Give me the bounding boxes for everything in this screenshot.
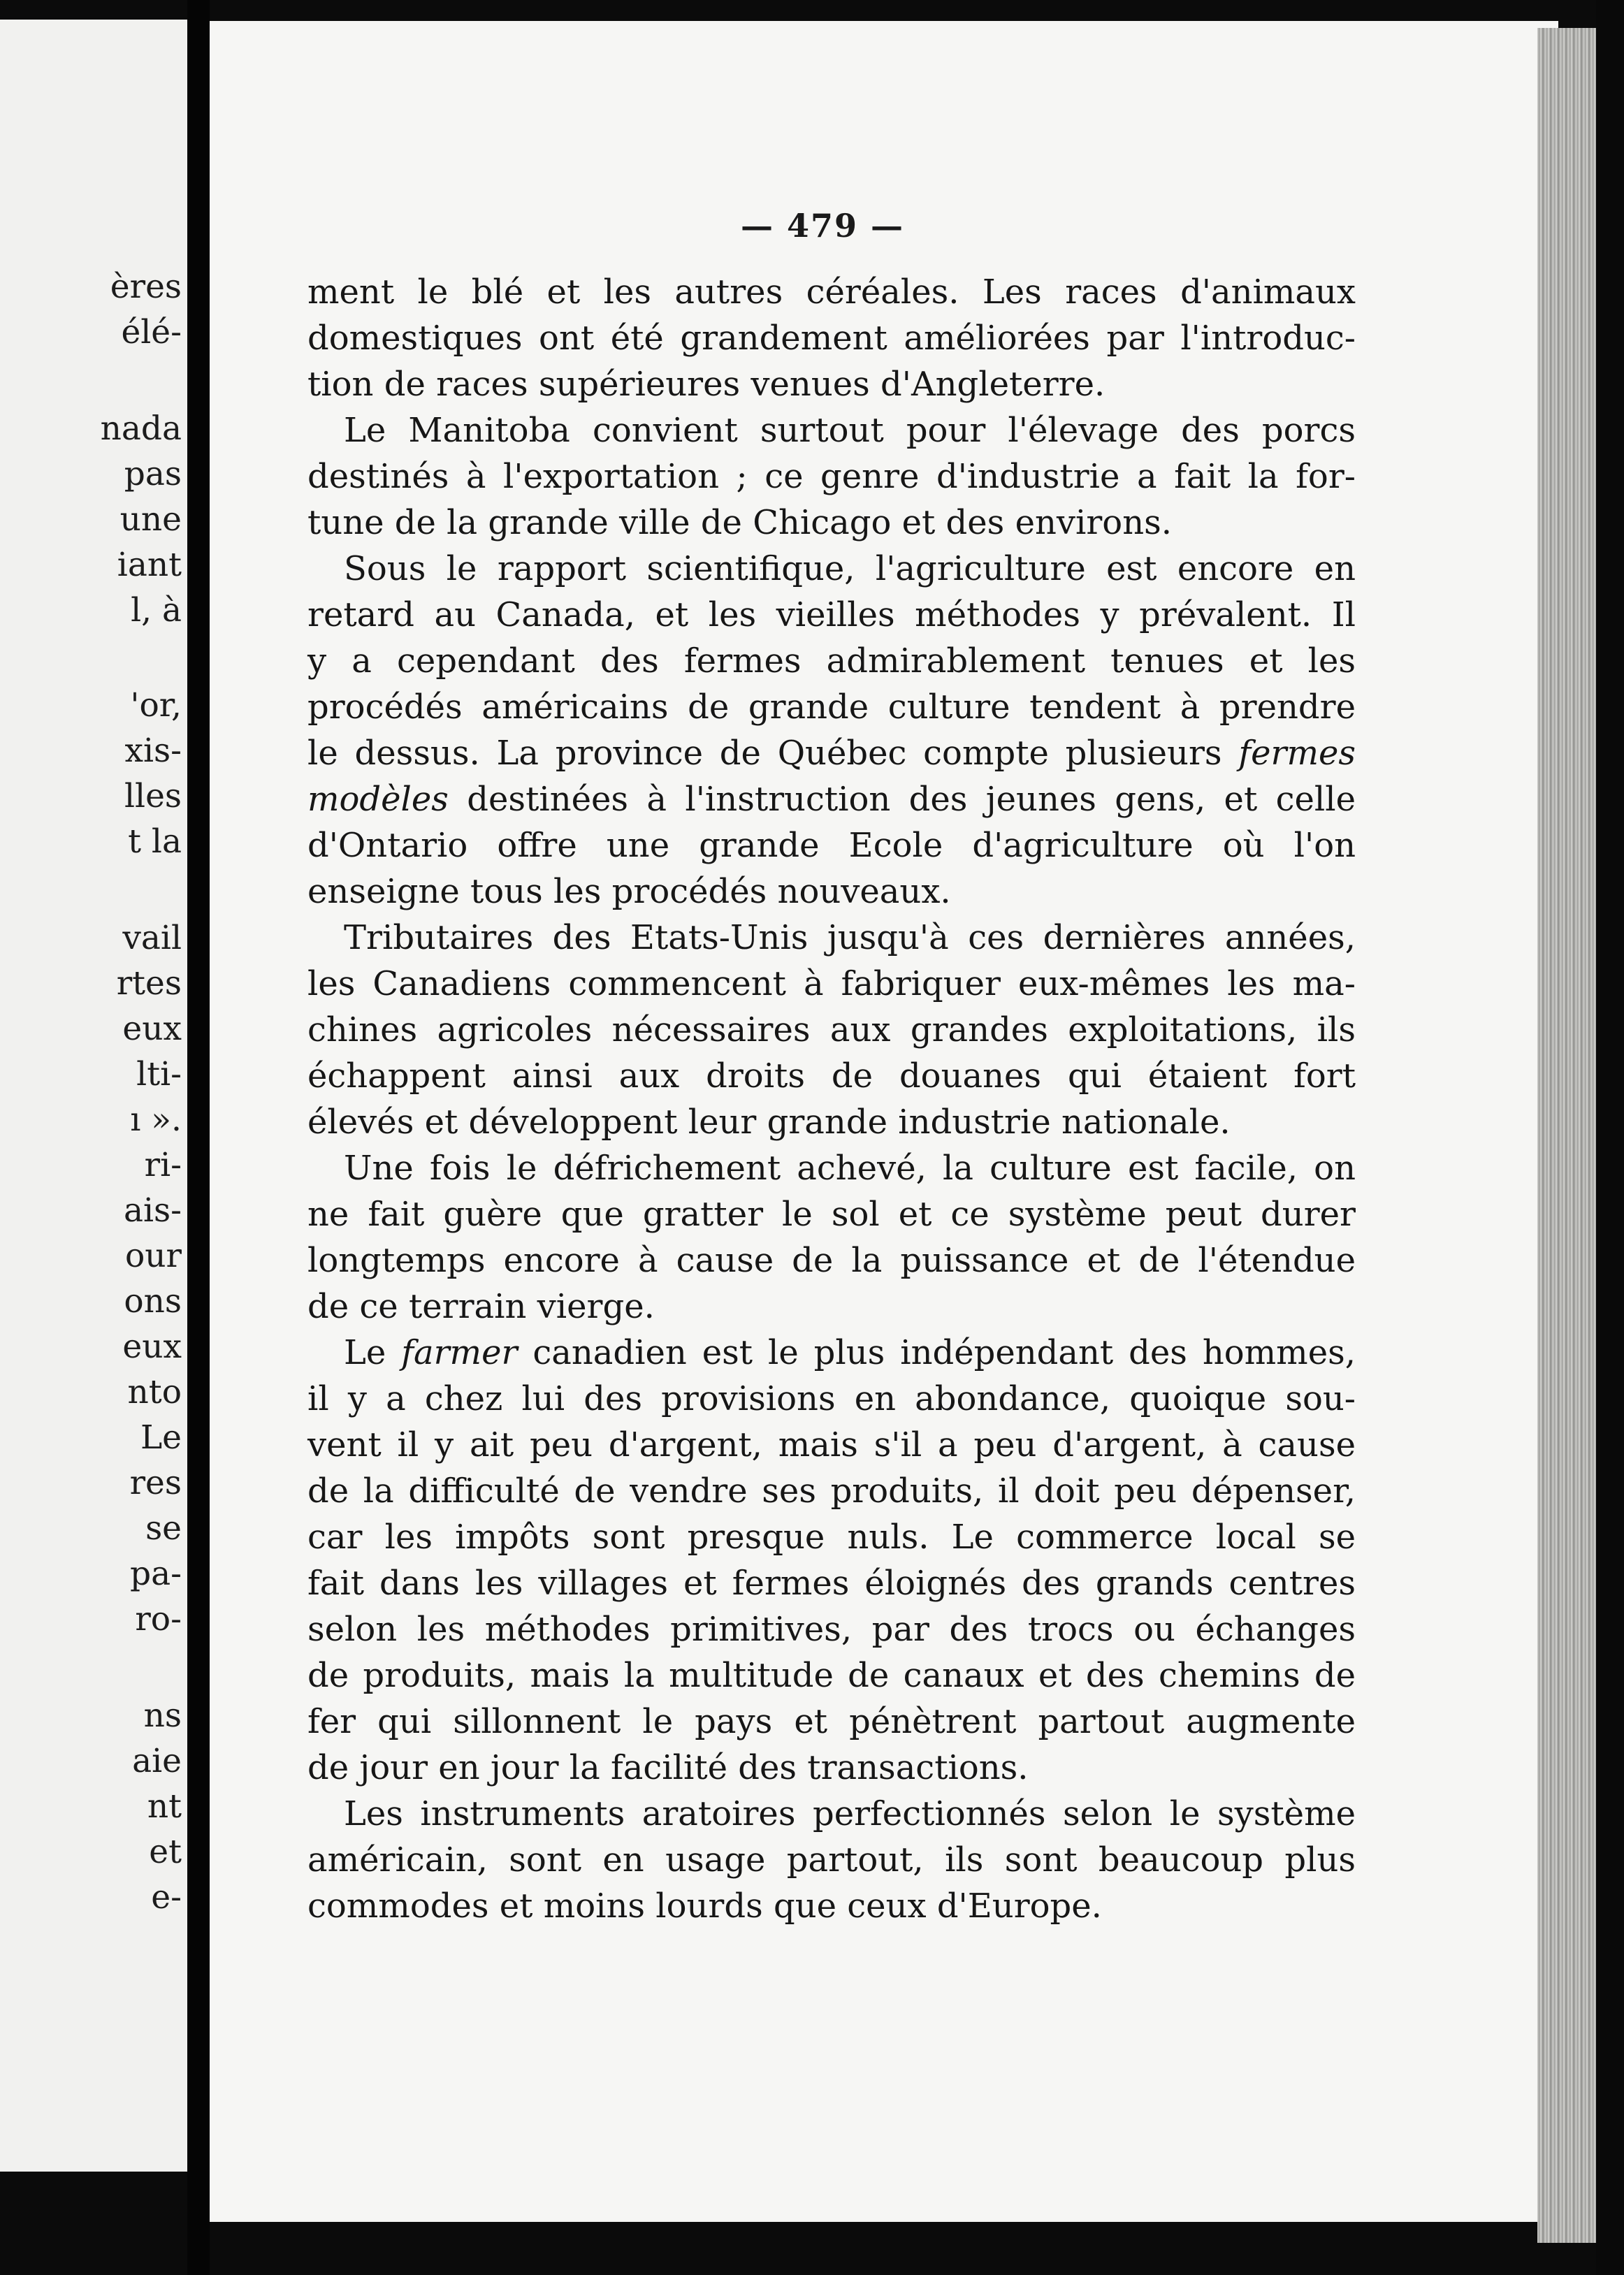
scan-border <box>1596 0 1624 2275</box>
paragraph <box>307 407 1356 546</box>
left-page-line: une <box>119 500 182 539</box>
text-line: d'Ontario offre une grande Ecole d'agriculture où l'on <box>307 826 1356 865</box>
text-line: retard au Canada, et les vieilles méthodes y prévalent. Il <box>307 595 1356 634</box>
page-edges <box>1537 28 1596 2243</box>
text-line: destinés à l'exportation ; ce genre d'industrie a fait la for- <box>307 457 1356 496</box>
italic-term: farmer <box>401 1333 518 1372</box>
text-line: de ce terrain vierge. <box>307 1287 655 1326</box>
left-page-line: ons <box>124 1282 182 1321</box>
text-line: car les impôts sont presque nuls. Le commerce local se <box>307 1518 1356 1557</box>
left-page-line: res <box>129 1464 182 1502</box>
left-page-line: élé- <box>121 313 182 351</box>
text-line: commodes et moins lourds que ceux d'Europe. <box>307 1887 1102 1926</box>
text-line <box>307 776 1356 822</box>
text-line: échappent ainsi aux droits de douanes qui étaient fort <box>307 1056 1356 1096</box>
left-page-line: l, à <box>131 591 182 630</box>
text-line: chines agricoles nécessaires aux grandes exploitations, ils <box>307 1010 1356 1049</box>
left-page-line: ais- <box>123 1191 182 1230</box>
text-line: vent il y ait peu d'argent, mais s'il a peu d'argent, à cause <box>307 1425 1356 1464</box>
text-line: Tributaires des Etats-Unis jusqu'à ces dernières années, <box>344 918 1356 957</box>
left-page-line: vail <box>122 919 182 957</box>
left-page-line: lles <box>124 777 182 815</box>
text-line: les Canadiens commencent à fabriquer eux-mêmes les ma- <box>307 964 1356 1003</box>
text-line: Le Manitoba convient surtout pour l'élevage des porcs <box>344 411 1356 450</box>
left-page-fragment <box>0 20 187 2172</box>
text-line: fait dans les villages et fermes éloignés des grands centres <box>307 1564 1356 1603</box>
text-line: il y a chez lui des provisions en abondance, quoique sou- <box>307 1379 1356 1418</box>
left-page-line: nto <box>127 1373 182 1411</box>
left-page-line: ri- <box>144 1146 182 1184</box>
text-line: américain, sont en usage partout, ils sont beaucoup plus <box>307 1840 1356 1880</box>
left-page-line: our <box>124 1237 182 1275</box>
text-line: ment le blé et les autres céréales. Les races d'animaux <box>307 272 1356 312</box>
text-fragment: le dessus. La province de Québec compte plusieurs <box>307 734 1222 773</box>
paragraph <box>307 269 1356 407</box>
text-fragment: destinées à l'instruction des jeunes gens, et celle <box>467 780 1356 819</box>
page-body <box>307 269 1356 1929</box>
paragraph <box>307 915 1356 1145</box>
text-line: tion de races supérieures venues d'Angleterre. <box>307 365 1105 404</box>
left-page-line: Le <box>140 1418 182 1457</box>
text-line: élevés et développent leur grande industrie nationale. <box>307 1103 1231 1142</box>
text-fragment: canadien est le plus indépendant des hommes, <box>532 1333 1356 1372</box>
text-line: Une fois le défrichement achevé, la culture est facile, on <box>344 1149 1356 1188</box>
text-line <box>307 730 1356 776</box>
left-page-line: e- <box>151 1878 182 1917</box>
left-page-line: 'or, <box>130 686 182 725</box>
left-page-line: nt <box>147 1787 182 1826</box>
left-page-line: aie <box>132 1742 182 1780</box>
text-line: Sous le rapport scientifique, l'agriculture est encore en <box>344 549 1356 588</box>
left-page-line: pa- <box>130 1555 182 1593</box>
left-page-line: eux <box>122 1328 182 1366</box>
left-page-line: rtes <box>116 964 182 1003</box>
text-line: fer qui sillonnent le pays et pénètrent partout augmente <box>307 1702 1356 1741</box>
left-page-line: ro- <box>135 1600 182 1638</box>
left-page-line: xis- <box>124 732 182 770</box>
text-line: longtemps encore à cause de la puissance et de l'étendue <box>307 1241 1356 1280</box>
text-line: Les instruments aratoires perfectionnés selon le système <box>344 1794 1356 1833</box>
text-fragment: Le <box>344 1333 386 1372</box>
paragraph <box>307 546 1356 915</box>
italic-term: modèles <box>307 780 449 819</box>
text-line: de la difficulté de vendre ses produits, il doit peu dépenser, <box>307 1471 1356 1511</box>
left-page-line: ères <box>110 268 182 306</box>
left-page-line: eux <box>122 1010 182 1048</box>
italic-term: fermes <box>1238 734 1356 773</box>
text-line: procédés américains de grande culture tendent à prendre <box>307 688 1356 727</box>
text-line: enseigne tous les procédés nouveaux. <box>307 872 951 911</box>
left-page-line: ı ». <box>130 1100 182 1139</box>
text-line <box>307 1330 1356 1376</box>
text-line: tune de la grande ville de Chicago et des environs. <box>307 503 1173 542</box>
left-page-line: t la <box>128 822 182 861</box>
left-page-line: se <box>145 1509 182 1548</box>
left-page-line: lti- <box>136 1055 182 1093</box>
text-line: selon les méthodes primitives, par des trocs ou échanges <box>307 1610 1356 1649</box>
left-page-line: iant <box>117 546 182 584</box>
left-page-line: nada <box>100 409 182 448</box>
page-number: — 479 — <box>741 207 905 245</box>
text-line: de produits, mais la multitude de canaux et des chemins de <box>307 1656 1356 1695</box>
paragraph <box>307 1330 1356 1791</box>
paragraph <box>307 1145 1356 1330</box>
text-line: domestiques ont été grandement améliorées par l'introduc- <box>307 319 1356 358</box>
paragraph <box>307 1791 1356 1929</box>
left-page-line: ns <box>143 1696 182 1735</box>
text-line: de jour en jour la facilité des transactions. <box>307 1748 1029 1787</box>
book-gutter <box>187 0 210 2275</box>
text-line: ne fait guère que gratter le sol et ce système peut durer <box>307 1195 1356 1234</box>
left-page-line: et <box>149 1833 182 1871</box>
text-line: y a cependant des fermes admirablement tenues et les <box>307 641 1356 681</box>
left-page-line: pas <box>124 455 182 493</box>
